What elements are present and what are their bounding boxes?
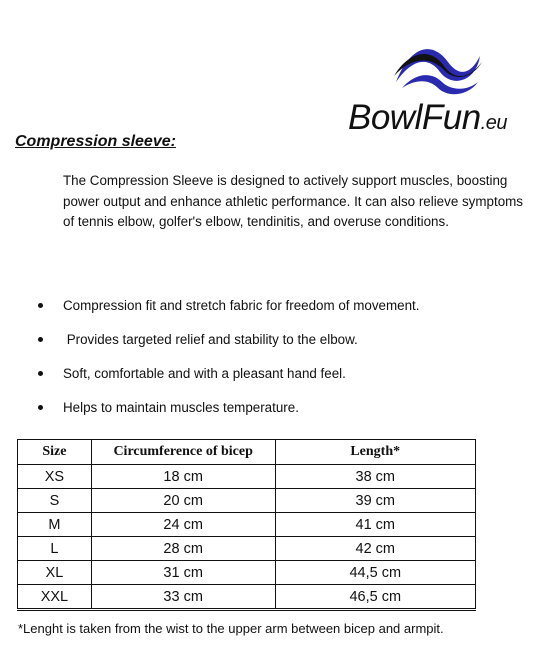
bullet-icon	[38, 337, 43, 342]
table-header-row	[18, 440, 476, 465]
list-item	[38, 296, 538, 330]
column-header-circumference: Circumference of bicep	[91, 440, 275, 465]
footnote: *Lenght is taken from the wist to the upper arm between bicep and armpit.	[18, 621, 444, 636]
circumference-cell: 24 cm	[91, 513, 275, 537]
feature-list	[38, 296, 538, 432]
size-cell: M	[18, 513, 92, 537]
length-cell: 41 cm	[275, 513, 476, 537]
table-row	[18, 513, 476, 537]
circumference-cell: 20 cm	[91, 489, 275, 513]
list-item	[38, 398, 538, 432]
swoosh-logo-icon	[392, 42, 484, 96]
size-cell: L	[18, 537, 92, 561]
length-cell: 46,5 cm	[275, 585, 476, 610]
brand-name	[348, 98, 507, 138]
table-row	[18, 585, 476, 610]
page-title: Compression sleeve:	[15, 133, 176, 150]
bullet-icon	[38, 405, 43, 410]
list-item	[38, 330, 538, 364]
list-item	[38, 364, 538, 398]
size-cell: XS	[18, 465, 92, 489]
list-item-text: Soft, comfortable and with a pleasant hand feel.	[63, 366, 346, 381]
list-item-text: Provides targeted relief and stability to the elbow.	[63, 332, 358, 347]
brand-name-main: BowlFun	[348, 98, 481, 137]
brand-logo	[348, 42, 538, 138]
table-row	[18, 465, 476, 489]
bullet-icon	[38, 303, 43, 308]
list-item-text: Helps to maintain muscles temperature.	[63, 400, 299, 415]
circumference-cell: 31 cm	[91, 561, 275, 585]
table-row	[18, 561, 476, 585]
circumference-cell: 33 cm	[91, 585, 275, 610]
table-row	[18, 537, 476, 561]
length-cell: 44,5 cm	[275, 561, 476, 585]
length-cell: 38 cm	[275, 465, 476, 489]
brand-tld: .eu	[480, 112, 507, 134]
column-header-size: Size	[18, 440, 92, 465]
size-cell: S	[18, 489, 92, 513]
length-cell: 42 cm	[275, 537, 476, 561]
size-cell: XL	[18, 561, 92, 585]
table-row	[18, 489, 476, 513]
length-cell: 39 cm	[275, 489, 476, 513]
circumference-cell: 18 cm	[91, 465, 275, 489]
column-header-length: Length*	[275, 440, 476, 465]
list-item-text: Compression fit and stretch fabric for freedom of movement.	[63, 298, 420, 313]
circumference-cell: 28 cm	[91, 537, 275, 561]
size-cell: XXL	[18, 585, 92, 610]
size-table	[17, 439, 476, 611]
intro-paragraph: The Compression Sleeve is designed to actively support muscles, boosting power output and enhance athletic performance. It can also relieve symptoms of tennis elbow, golfer's elbow, tendinitis, and overuse conditions.	[63, 173, 523, 229]
bullet-icon	[38, 371, 43, 376]
